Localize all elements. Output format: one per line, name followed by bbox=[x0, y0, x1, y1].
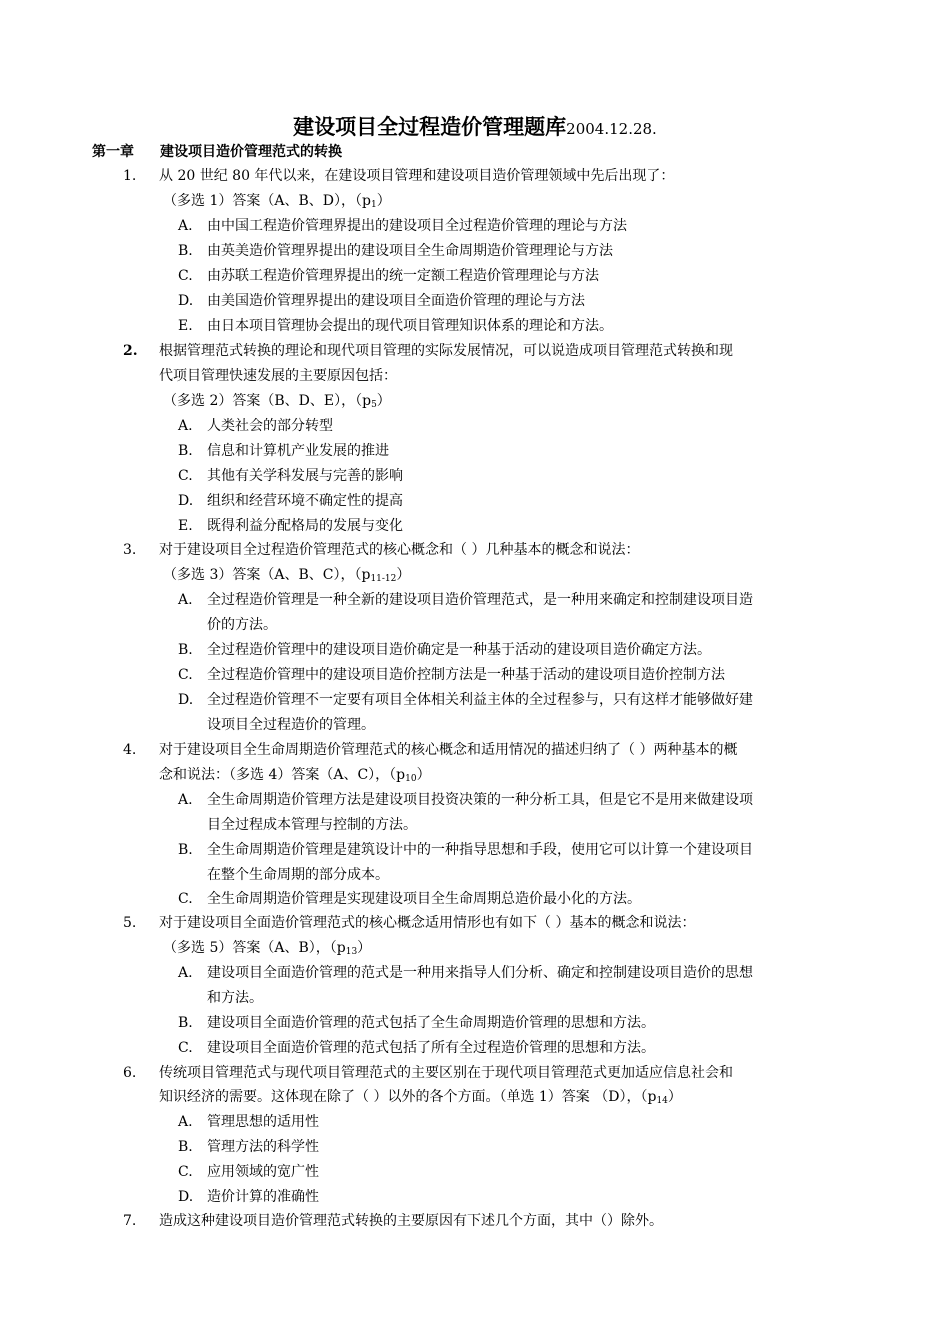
answer-meta bbox=[163, 191, 391, 215]
option-letter: D. bbox=[178, 1189, 194, 1205]
option-letter: B. bbox=[178, 642, 193, 658]
answer-text: 知识经济的需要。这体现在除了（ ）以外的各个方面。（单选 1）答案 （D），（p bbox=[159, 1089, 657, 1105]
option-letter: C. bbox=[178, 268, 193, 284]
answer-end: ） bbox=[376, 393, 391, 409]
option-letter: B. bbox=[178, 243, 193, 259]
question-text bbox=[159, 765, 431, 789]
option-text: 由美国造价管理界提出的建设项目全面造价管理的理论与方法 bbox=[207, 293, 585, 309]
question-text: 传统项目管理范式与现代项目管理范式的主要区别在于现代项目管理范式更加适应信息社会和 bbox=[159, 1065, 733, 1081]
chapter-heading bbox=[92, 142, 342, 162]
option-letter: A. bbox=[178, 218, 193, 234]
answer-end: ） bbox=[376, 193, 391, 209]
answer-end: ） bbox=[416, 767, 431, 783]
option-text: 人类社会的部分转型 bbox=[207, 418, 333, 434]
option-letter: D. bbox=[178, 293, 194, 309]
option-text: 建设项目全面造价管理的范式包括了所有全过程造价管理的思想和方法。 bbox=[207, 1040, 655, 1056]
option-text: 管理思想的适用性 bbox=[207, 1114, 319, 1130]
option-letter: E. bbox=[178, 318, 193, 334]
option-text: 价的方法。 bbox=[207, 617, 277, 633]
title-text: 建设项目全过程造价管理题库 bbox=[293, 114, 567, 139]
answer-text: （多选 5）答案（A、B），（p bbox=[163, 940, 346, 956]
option-text: 设项目全过程造价的管理。 bbox=[207, 717, 375, 733]
option-letter: C. bbox=[178, 1164, 193, 1180]
option-text: 建设项目全面造价管理的范式是一种用来指导人们分析、确定和控制建设项目造价的思想 bbox=[207, 965, 753, 981]
option-text: 全生命周期造价管理是实现建设项目全生命周期总造价最小化的方法。 bbox=[207, 891, 641, 907]
option-text: 造价计算的准确性 bbox=[207, 1189, 319, 1205]
option-letter: C. bbox=[178, 891, 193, 907]
option-text: 建设项目全面造价管理的范式包括了全生命周期造价管理的思想和方法。 bbox=[207, 1015, 655, 1031]
page-ref: 14 bbox=[656, 1096, 668, 1106]
option-letter: C. bbox=[178, 1040, 193, 1056]
document-title bbox=[0, 112, 950, 144]
question-number: 7. bbox=[123, 1213, 137, 1229]
option-letter: E. bbox=[178, 518, 193, 534]
answer-text: （多选 3）答案（A、B、C），（p bbox=[163, 567, 371, 583]
title-date: 2004.12.28. bbox=[566, 120, 657, 138]
answer-end: ） bbox=[396, 567, 411, 583]
option-text: 全过程造价管理中的建设项目造价控制方法是一种基于活动的建设项目造价控制方法 bbox=[207, 667, 725, 683]
answer-meta bbox=[163, 938, 371, 962]
option-text: 全过程造价管理中的建设项目造价确定是一种基于活动的建设项目造价确定方法。 bbox=[207, 642, 711, 658]
answer-meta bbox=[163, 391, 391, 415]
option-letter: A. bbox=[178, 592, 193, 608]
question-number: 4. bbox=[123, 742, 137, 758]
option-text: 由中国工程造价管理界提出的建设项目全过程造价管理的理论与方法 bbox=[207, 218, 627, 234]
option-text: 全过程造价管理是一种全新的建设项目造价管理范式，是一种用来确定和控制建设项目造 bbox=[207, 592, 753, 608]
page-ref: 5 bbox=[371, 400, 377, 410]
page-ref: 1 bbox=[370, 200, 377, 210]
answer-meta bbox=[163, 565, 410, 589]
page-ref: 13 bbox=[345, 947, 358, 957]
option-text: 其他有关学科发展与完善的影响 bbox=[207, 468, 403, 484]
question-text: 从 20 世纪 80 年代以来，在建设项目管理和建设项目造价管理领域中先后出现了： bbox=[159, 168, 675, 184]
page-ref: 10 bbox=[405, 774, 417, 784]
option-letter: C. bbox=[178, 468, 193, 484]
option-letter: B. bbox=[178, 1139, 193, 1155]
chapter-number: 第一章 bbox=[92, 144, 134, 160]
option-text: 全过程造价管理不一定要有项目全体相关利益主体的全过程参与，只有这样才能够做好建 bbox=[207, 692, 753, 708]
page-ref: 11-12 bbox=[370, 574, 397, 584]
question-number: 2. bbox=[123, 343, 138, 359]
question-number: 3. bbox=[123, 542, 137, 558]
option-letter: A. bbox=[178, 1114, 193, 1130]
option-text: 和方法。 bbox=[207, 990, 263, 1006]
question-number: 6. bbox=[123, 1065, 137, 1081]
option-letter: B. bbox=[178, 1015, 193, 1031]
question-number: 1. bbox=[123, 168, 137, 184]
question-text: 根据管理范式转换的理论和现代项目管理的实际发展情况，可以说造成项目管理范式转换和现 bbox=[159, 343, 733, 359]
answer-end: ） bbox=[357, 940, 372, 956]
question-text bbox=[159, 1087, 682, 1111]
answer-text: 念和说法：（多选 4）答案（A、C），（p bbox=[159, 767, 406, 783]
answer-end: ） bbox=[667, 1089, 682, 1105]
question-number: 5. bbox=[123, 915, 137, 931]
question-text: 造成这种建设项目造价管理范式转换的主要原因有下述几个方面，其中（）除外。 bbox=[159, 1213, 663, 1229]
answer-text: （多选 1）答案（A、B、D），（p bbox=[163, 193, 371, 209]
option-letter: B. bbox=[178, 443, 193, 459]
option-text: 全生命周期造价管理方法是建设项目投资决策的一种分析工具，但是它不是用来做建设项 bbox=[207, 792, 753, 808]
question-text: 对于建设项目全过程造价管理范式的核心概念和（ ）几种基本的概念和说法： bbox=[159, 542, 640, 558]
chapter-title: 建设项目造价管理范式的转换 bbox=[160, 144, 342, 160]
option-letter: D. bbox=[178, 692, 194, 708]
answer-text: （多选 2）答案（B、D、E），（p bbox=[163, 393, 372, 409]
option-text: 由苏联工程造价管理界提出的统一定额工程造价管理理论与方法 bbox=[207, 268, 599, 284]
option-text: 应用领域的宽广性 bbox=[207, 1164, 319, 1180]
question-text: 对于建设项目全面造价管理范式的核心概念适用情形也有如下（ ）基本的概念和说法： bbox=[159, 915, 696, 931]
option-text: 由日本项目管理协会提出的现代项目管理知识体系的理论和方法。 bbox=[207, 318, 613, 334]
option-text: 由英美造价管理界提出的建设项目全生命周期造价管理理论与方法 bbox=[207, 243, 613, 259]
question-text: 对于建设项目全生命周期造价管理范式的核心概念和适用情况的描述归纳了（ ）两种基本的概 bbox=[159, 742, 738, 758]
option-text: 既得利益分配格局的发展与变化 bbox=[207, 518, 403, 534]
option-letter: B. bbox=[178, 842, 193, 858]
option-text: 管理方法的科学性 bbox=[207, 1139, 319, 1155]
option-text: 目全过程成本管理与控制的方法。 bbox=[207, 817, 417, 833]
option-text: 在整个生命周期的部分成本。 bbox=[207, 867, 389, 883]
option-letter: D. bbox=[178, 493, 194, 509]
option-letter: C. bbox=[178, 667, 193, 683]
option-text: 信息和计算机产业发展的推进 bbox=[207, 443, 389, 459]
option-letter: A. bbox=[178, 965, 193, 981]
option-text: 全生命周期造价管理是建筑设计中的一种指导思想和手段，使用它可以计算一个建设项目 bbox=[207, 842, 753, 858]
option-text: 组织和经营环境不确定性的提高 bbox=[207, 493, 403, 509]
option-letter: A. bbox=[178, 418, 193, 434]
question-text: 代项目管理快速发展的主要原因包括： bbox=[159, 368, 397, 384]
option-letter: A. bbox=[178, 792, 193, 808]
